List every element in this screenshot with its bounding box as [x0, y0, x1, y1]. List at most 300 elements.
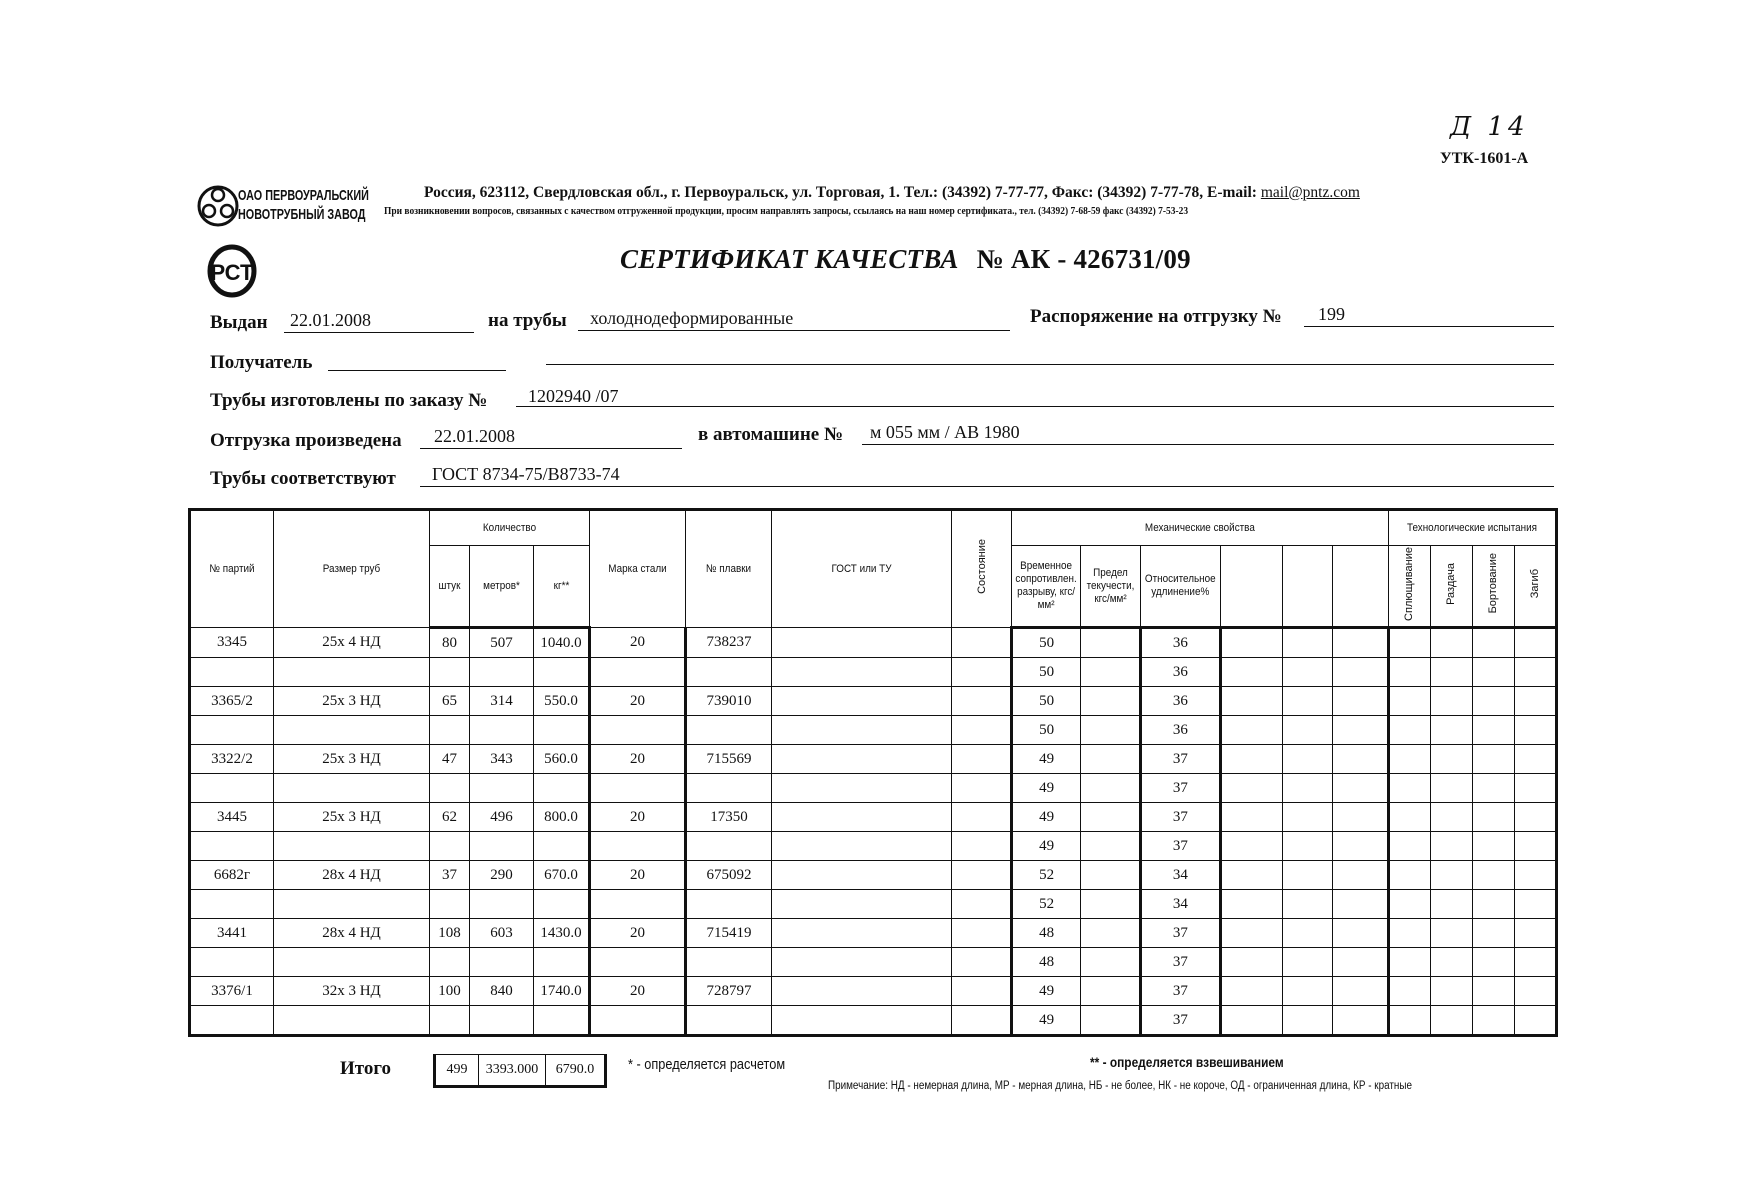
table-row [190, 716, 1557, 745]
gost-cell [772, 948, 952, 977]
mech-extra-cell [1332, 716, 1388, 745]
col-header-heat: № плавки [686, 510, 772, 628]
mech-extra-cell [1220, 1006, 1282, 1036]
bend-cell [1514, 745, 1556, 774]
pcs-cell [430, 658, 470, 687]
mech-extra-cell [1282, 687, 1332, 716]
email-link[interactable]: mail@pntz.com [1260, 184, 1360, 201]
meters-cell [470, 832, 534, 861]
mech-extra-cell [1332, 948, 1388, 977]
pipes-underline [578, 330, 1010, 331]
mech-extra-cell [1220, 861, 1282, 890]
state-cell [952, 919, 1012, 948]
flanging-cell [1472, 628, 1514, 658]
total-kg: 6790.0 [546, 1055, 606, 1087]
table-row [190, 977, 1557, 1006]
batch-cell [190, 716, 274, 745]
vehicle-label: в автомашине № [698, 424, 844, 445]
flattening-cell [1388, 774, 1430, 803]
yield-cell [1081, 658, 1141, 687]
heat-cell [686, 1006, 772, 1036]
gost-cell [772, 658, 952, 687]
col-header-expansion: Раздача [1430, 546, 1472, 628]
table-row [190, 658, 1557, 687]
elongation-cell: 36 [1141, 628, 1221, 658]
yield-cell [1081, 628, 1141, 658]
mech-extra-cell [1332, 628, 1388, 658]
expansion-cell [1430, 658, 1472, 687]
company-logo-icon [196, 184, 244, 228]
bend-cell [1514, 716, 1556, 745]
mech-extra-cell [1282, 1006, 1332, 1036]
kg-cell [534, 774, 590, 803]
pcs-cell [430, 832, 470, 861]
gost-cell [772, 1006, 952, 1036]
batch-cell [190, 658, 274, 687]
tensile-cell: 49 [1012, 803, 1081, 832]
kg-cell: 670.0 [534, 861, 590, 890]
batch-cell: 3376/1 [190, 977, 274, 1006]
heat-cell: 715569 [686, 745, 772, 774]
flanging-cell [1472, 890, 1514, 919]
certificate-number: № АК - 426731/09 [976, 244, 1191, 274]
col-header-empty-2 [1282, 546, 1332, 628]
table-row [190, 745, 1557, 774]
tensile-cell: 49 [1012, 774, 1081, 803]
table-row [190, 832, 1557, 861]
kg-cell: 560.0 [534, 745, 590, 774]
yield-cell [1081, 948, 1141, 977]
heat-cell [686, 948, 772, 977]
expansion-cell [1430, 977, 1472, 1006]
flattening-cell [1388, 803, 1430, 832]
shipped-underline [420, 448, 682, 449]
expansion-cell [1430, 687, 1472, 716]
pipes-field: холоднодеформированные [590, 308, 794, 328]
steel-cell [590, 1006, 686, 1036]
elongation-cell: 36 [1141, 687, 1221, 716]
flattening-cell [1388, 919, 1430, 948]
bend-cell [1514, 948, 1556, 977]
tensile-cell: 48 [1012, 948, 1081, 977]
bend-cell [1514, 861, 1556, 890]
heat-cell: 17350 [686, 803, 772, 832]
meters-cell: 314 [470, 687, 534, 716]
flanging-cell [1472, 774, 1514, 803]
vehicle-underline [862, 444, 1554, 445]
batch-cell: 3441 [190, 919, 274, 948]
rst-certification-mark-icon [204, 242, 260, 300]
mech-extra-cell [1332, 890, 1388, 919]
state-cell [952, 832, 1012, 861]
size-cell: 32x 3 НД [274, 977, 430, 1006]
mech-extra-cell [1282, 919, 1332, 948]
elongation-cell: 37 [1141, 1006, 1221, 1036]
flattening-cell [1388, 832, 1430, 861]
table-row [190, 1006, 1557, 1036]
bend-cell [1514, 1006, 1556, 1036]
mech-extra-cell [1282, 716, 1332, 745]
col-header-gost: ГОСТ или ТУ [772, 510, 952, 628]
col-header-flanging: Бортование [1472, 546, 1514, 628]
flanging-cell [1472, 861, 1514, 890]
col-header-steel: Марка стали [590, 510, 686, 628]
size-cell [274, 948, 430, 977]
steel-cell [590, 948, 686, 977]
col-header-batch: № партий [190, 510, 274, 628]
heat-cell: 728797 [686, 977, 772, 1006]
pcs-cell [430, 1006, 470, 1036]
made-by-order-underline [516, 406, 1554, 407]
meters-cell [470, 890, 534, 919]
meters-cell [470, 658, 534, 687]
expansion-cell [1430, 890, 1472, 919]
elongation-cell: 34 [1141, 861, 1221, 890]
meters-cell: 290 [470, 861, 534, 890]
heat-cell [686, 890, 772, 919]
address-text: Россия, 623112, Свердловская обл., г. Первоуральск, ул. Торговая, 1. Тел.: (34392) 7-77-77, Факс: (34392) 7-77-78, E-mail: [424, 184, 1261, 201]
steel-cell: 20 [590, 861, 686, 890]
table-row [190, 890, 1557, 919]
mech-extra-cell [1332, 745, 1388, 774]
col-header-quantity: Количество [430, 510, 590, 546]
batch-cell: 6682г [190, 861, 274, 890]
company-name-line2: НОВОТРУБНЫЙ ЗАВОД [238, 206, 366, 223]
meters-cell: 496 [470, 803, 534, 832]
meters-cell [470, 716, 534, 745]
tensile-cell: 49 [1012, 977, 1081, 1006]
kg-cell [534, 832, 590, 861]
gost-cell [772, 890, 952, 919]
bend-cell [1514, 919, 1556, 948]
col-header-tensile: Временное сопротивлен. разрыву, кгс/мм² [1012, 546, 1081, 628]
col-header-flattening: Сплющивание [1388, 546, 1430, 628]
table-row [190, 774, 1557, 803]
elongation-cell: 34 [1141, 890, 1221, 919]
mech-extra-cell [1220, 658, 1282, 687]
size-cell: 25x 3 НД [274, 687, 430, 716]
steel-cell: 20 [590, 745, 686, 774]
yield-cell [1081, 803, 1141, 832]
flanging-cell [1472, 1006, 1514, 1036]
gost-cell [772, 745, 952, 774]
col-header-empty-1 [1220, 546, 1282, 628]
pcs-cell: 80 [430, 628, 470, 658]
kg-cell: 1040.0 [534, 628, 590, 658]
elongation-cell: 37 [1141, 977, 1221, 1006]
col-header-elongation: Относительное удлинение% [1141, 546, 1221, 628]
mech-extra-cell [1332, 658, 1388, 687]
gost-cell [772, 716, 952, 745]
flattening-cell [1388, 687, 1430, 716]
expansion-cell [1430, 919, 1472, 948]
meters-cell [470, 1006, 534, 1036]
conforms-underline [420, 486, 1554, 487]
heat-cell: 738237 [686, 628, 772, 658]
flattening-cell [1388, 977, 1430, 1006]
size-cell [274, 716, 430, 745]
pipes-label: на трубы [488, 310, 567, 331]
pcs-cell: 65 [430, 687, 470, 716]
mech-extra-cell [1220, 890, 1282, 919]
conforms-label: Трубы соответствуют [210, 468, 396, 489]
mech-extra-cell [1220, 745, 1282, 774]
shipping-order-label: Распоряжение на отгрузку № [1030, 306, 1282, 327]
gost-cell [772, 919, 952, 948]
flanging-cell [1472, 919, 1514, 948]
flanging-cell [1472, 658, 1514, 687]
batch-cell: 3445 [190, 803, 274, 832]
tensile-cell: 49 [1012, 832, 1081, 861]
tensile-cell: 49 [1012, 1006, 1081, 1036]
yield-cell [1081, 919, 1141, 948]
mech-extra-cell [1220, 628, 1282, 658]
bend-cell [1514, 890, 1556, 919]
pcs-cell: 47 [430, 745, 470, 774]
flanging-cell [1472, 948, 1514, 977]
bend-cell [1514, 803, 1556, 832]
gost-cell [772, 832, 952, 861]
batch-cell [190, 832, 274, 861]
steel-cell [590, 774, 686, 803]
state-cell [952, 687, 1012, 716]
form-code: УТК-1601-А [1440, 150, 1529, 167]
state-cell [952, 716, 1012, 745]
state-cell [952, 774, 1012, 803]
table-row [190, 919, 1557, 948]
mech-extra-cell [1282, 890, 1332, 919]
tensile-cell: 48 [1012, 919, 1081, 948]
steel-cell [590, 890, 686, 919]
yield-cell [1081, 745, 1141, 774]
batch-cell [190, 774, 274, 803]
size-cell: 25x 3 НД [274, 745, 430, 774]
elongation-cell: 37 [1141, 948, 1221, 977]
col-header-size: Размер труб [274, 510, 430, 628]
state-cell [952, 1006, 1012, 1036]
issued-field: 22.01.2008 [290, 310, 371, 330]
steel-cell [590, 832, 686, 861]
gost-cell [772, 628, 952, 658]
rst-mark-text: РСТ [210, 260, 254, 285]
yield-cell [1081, 1006, 1141, 1036]
heat-cell: 675092 [686, 861, 772, 890]
issued-underline [284, 332, 474, 333]
total-meters: 3393.000 [479, 1055, 546, 1087]
elongation-cell: 36 [1141, 658, 1221, 687]
mech-extra-cell [1332, 919, 1388, 948]
certificate-title-text: СЕРТИФИКАТ КАЧЕСТВА [620, 244, 959, 274]
expansion-cell [1430, 628, 1472, 658]
yield-cell [1081, 977, 1141, 1006]
expansion-cell [1430, 745, 1472, 774]
batch-cell: 3322/2 [190, 745, 274, 774]
meters-cell: 603 [470, 919, 534, 948]
vehicle-field: м 055 мм / АВ 1980 [870, 422, 1020, 442]
table-row [190, 803, 1557, 832]
heat-cell: 739010 [686, 687, 772, 716]
mech-extra-cell [1332, 1006, 1388, 1036]
mech-extra-cell [1220, 919, 1282, 948]
size-cell [274, 832, 430, 861]
mech-extra-cell [1332, 774, 1388, 803]
steel-cell [590, 716, 686, 745]
state-cell [952, 628, 1012, 658]
col-header-pcs: штук [430, 546, 470, 628]
kg-cell: 800.0 [534, 803, 590, 832]
mech-extra-cell [1282, 803, 1332, 832]
bend-cell [1514, 687, 1556, 716]
size-cell: 28x 4 НД [274, 861, 430, 890]
steel-cell: 20 [590, 687, 686, 716]
mech-extra-cell [1282, 745, 1332, 774]
kg-cell [534, 658, 590, 687]
table-row [190, 628, 1557, 658]
expansion-cell [1430, 1006, 1472, 1036]
bend-cell [1514, 977, 1556, 1006]
expansion-cell [1430, 803, 1472, 832]
pcs-cell [430, 948, 470, 977]
col-header-yield: Предел текучести, кгс/мм² [1081, 546, 1141, 628]
mech-extra-cell [1282, 861, 1332, 890]
table-row [190, 861, 1557, 890]
heat-cell [686, 774, 772, 803]
mech-extra-cell [1282, 948, 1332, 977]
mech-extra-cell [1282, 774, 1332, 803]
steel-cell: 20 [590, 628, 686, 658]
state-cell [952, 977, 1012, 1006]
heat-cell [686, 832, 772, 861]
certificate-title [620, 244, 1191, 275]
elongation-cell: 37 [1141, 774, 1221, 803]
table-row [190, 948, 1557, 977]
mech-extra-cell [1282, 658, 1332, 687]
recipient-label: Получатель [210, 352, 313, 373]
steel-cell: 20 [590, 803, 686, 832]
totals-table [433, 1054, 607, 1088]
certificate-table [188, 508, 1558, 1037]
steel-cell: 20 [590, 977, 686, 1006]
table-row [190, 687, 1557, 716]
gost-cell [772, 803, 952, 832]
expansion-cell [1430, 832, 1472, 861]
pcs-cell [430, 890, 470, 919]
recipient-underline [546, 364, 1554, 365]
flattening-cell [1388, 658, 1430, 687]
gost-cell [772, 977, 952, 1006]
yield-cell [1081, 861, 1141, 890]
size-cell [274, 1006, 430, 1036]
pcs-cell: 108 [430, 919, 470, 948]
col-header-state: Состояние [952, 510, 1012, 628]
meters-cell [470, 948, 534, 977]
totals-label: Итого [340, 1058, 392, 1079]
bend-cell [1514, 832, 1556, 861]
flanging-cell [1472, 716, 1514, 745]
batch-cell [190, 1006, 274, 1036]
elongation-cell: 37 [1141, 919, 1221, 948]
size-cell: 25x 3 НД [274, 803, 430, 832]
tensile-cell: 50 [1012, 687, 1081, 716]
size-cell [274, 774, 430, 803]
flanging-cell [1472, 977, 1514, 1006]
company-address [424, 184, 1360, 202]
mech-extra-cell [1220, 716, 1282, 745]
tensile-cell: 50 [1012, 628, 1081, 658]
flattening-cell [1388, 716, 1430, 745]
yield-cell [1081, 774, 1141, 803]
size-cell [274, 890, 430, 919]
mech-extra-cell [1220, 803, 1282, 832]
mech-extra-cell [1220, 774, 1282, 803]
size-cell: 25x 4 НД [274, 628, 430, 658]
kg-cell: 550.0 [534, 687, 590, 716]
mech-extra-cell [1220, 948, 1282, 977]
yield-cell [1081, 687, 1141, 716]
flattening-cell [1388, 948, 1430, 977]
tensile-cell: 52 [1012, 890, 1081, 919]
mech-extra-cell [1220, 977, 1282, 1006]
state-cell [952, 803, 1012, 832]
tensile-cell: 50 [1012, 658, 1081, 687]
tensile-cell: 50 [1012, 716, 1081, 745]
kg-cell [534, 716, 590, 745]
pcs-cell [430, 774, 470, 803]
footnote-calculated: * - определяется расчетом [628, 1056, 786, 1073]
expansion-cell [1430, 716, 1472, 745]
batch-cell: 3365/2 [190, 687, 274, 716]
state-cell [952, 890, 1012, 919]
bend-cell [1514, 628, 1556, 658]
col-header-tech: Технологические испытания [1388, 510, 1556, 546]
pcs-cell: 100 [430, 977, 470, 1006]
batch-cell: 3345 [190, 628, 274, 658]
flattening-cell [1388, 745, 1430, 774]
state-cell [952, 745, 1012, 774]
gost-cell [772, 687, 952, 716]
mech-extra-cell [1332, 687, 1388, 716]
kg-cell [534, 948, 590, 977]
gost-cell [772, 774, 952, 803]
gost-cell [772, 861, 952, 890]
expansion-cell [1430, 948, 1472, 977]
pcs-cell: 62 [430, 803, 470, 832]
mech-extra-cell [1282, 832, 1332, 861]
pcs-cell [430, 716, 470, 745]
heat-cell: 715419 [686, 919, 772, 948]
conforms-field: ГОСТ 8734-75/В8733-74 [432, 464, 620, 484]
elongation-cell: 37 [1141, 803, 1221, 832]
mech-extra-cell [1282, 977, 1332, 1006]
flanging-cell [1472, 803, 1514, 832]
col-header-meters: метров* [470, 546, 534, 628]
issued-label: Выдан [210, 312, 268, 333]
handwritten-number: Д 14 [1450, 112, 1529, 142]
heat-cell [686, 716, 772, 745]
meters-cell: 343 [470, 745, 534, 774]
meters-cell: 507 [470, 628, 534, 658]
mech-extra-cell [1332, 832, 1388, 861]
elongation-cell: 36 [1141, 716, 1221, 745]
mech-extra-cell [1220, 832, 1282, 861]
elongation-cell: 37 [1141, 832, 1221, 861]
col-header-kg: кг** [534, 546, 590, 628]
steel-cell [590, 658, 686, 687]
flattening-cell [1388, 1006, 1430, 1036]
kg-cell: 1430.0 [534, 919, 590, 948]
shipping-order-underline [1304, 326, 1554, 327]
kg-cell [534, 890, 590, 919]
